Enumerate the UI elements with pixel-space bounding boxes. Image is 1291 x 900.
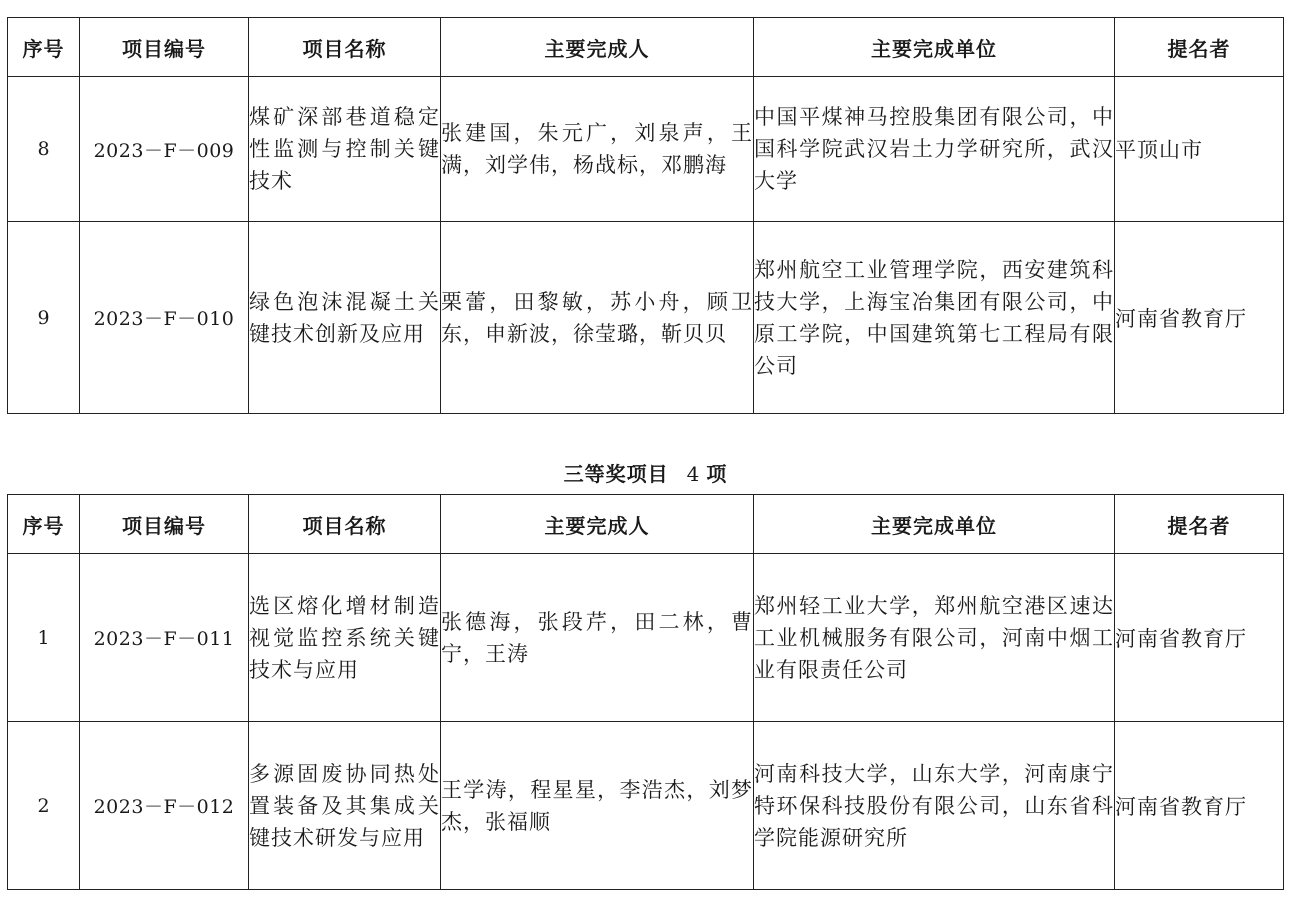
cell-main-contributors: 栗蕾，田黎敏，苏小舟，顾卫东，申新波，徐莹璐，靳贝贝: [441, 222, 754, 414]
award-table-second-prize-continued: [7, 17, 1284, 414]
column-header-project-code: 项目编号: [80, 18, 249, 77]
cell-nominator: 河南省教育厅: [1115, 222, 1284, 414]
column-header-main-units: 主要完成单位: [754, 18, 1115, 77]
cell-index: 2: [8, 722, 80, 890]
cell-main-contributors: 王学涛，程星星，李浩杰，刘梦杰，张福顺: [441, 722, 754, 890]
cell-index: 8: [8, 77, 80, 222]
section-heading-unit: 项: [706, 462, 728, 486]
table-row: [8, 77, 1284, 222]
cell-main-units: 河南科技大学，山东大学，河南康宁特环保科技股份有限公司，山东省科学院能源研究所: [754, 722, 1115, 890]
column-header-project-name: 项目名称: [249, 18, 441, 77]
cell-nominator: 河南省教育厅: [1115, 722, 1284, 890]
cell-main-units: 郑州航空工业管理学院，西安建筑科技大学，上海宝冶集团有限公司，中原工学院，中国建筑第七工程局有限公司: [754, 222, 1115, 414]
cell-main-contributors: 张建国，朱元广，刘泉声，王满，刘学伟，杨战标，邓鹏海: [441, 77, 754, 222]
cell-main-units: 中国平煤神马控股集团有限公司，中国科学院武汉岩土力学研究所，武汉大学: [754, 77, 1115, 222]
table-row: [8, 222, 1284, 414]
column-header-project-code: 项目编号: [80, 495, 249, 554]
column-header-index: 序号: [8, 495, 80, 554]
cell-project-code: 2023－F－011: [80, 554, 249, 722]
cell-project-name: 煤矿深部巷道稳定性监测与控制关键技术: [249, 77, 441, 222]
cell-nominator: 平顶山市: [1115, 77, 1284, 222]
column-header-nominator: 提名者: [1115, 495, 1284, 554]
column-header-main-units: 主要完成单位: [754, 495, 1115, 554]
cell-nominator: 河南省教育厅: [1115, 554, 1284, 722]
section-heading-third-prize: [0, 458, 1291, 487]
cell-project-name: 选区熔化增材制造视觉监控系统关键技术与应用: [249, 554, 441, 722]
table-header-row: [8, 18, 1284, 77]
section-heading-count: 4: [686, 462, 701, 486]
cell-project-code: 2023－F－012: [80, 722, 249, 890]
table-header-row: [8, 495, 1284, 554]
column-header-index: 序号: [8, 18, 80, 77]
section-heading-title: 三等奖项目: [563, 462, 669, 486]
cell-project-code: 2023－F－010: [80, 222, 249, 414]
cell-project-name: 多源固废协同热处置装备及其集成关键技术研发与应用: [249, 722, 441, 890]
cell-project-name: 绿色泡沫混凝土关键技术创新及应用: [249, 222, 441, 414]
cell-main-contributors: 张德海，张段芹，田二林，曹宁，王涛: [441, 554, 754, 722]
cell-project-code: 2023－F－009: [80, 77, 249, 222]
award-table-third-prize: [7, 494, 1284, 890]
cell-main-units: 郑州轻工业大学，郑州航空港区速达工业机械服务有限公司，河南中烟工业有限责任公司: [754, 554, 1115, 722]
table-row: [8, 554, 1284, 722]
cell-index: 1: [8, 554, 80, 722]
table-row: [8, 722, 1284, 890]
column-header-main-contributors: 主要完成人: [441, 18, 754, 77]
column-header-main-contributors: 主要完成人: [441, 495, 754, 554]
column-header-nominator: 提名者: [1115, 18, 1284, 77]
column-header-project-name: 项目名称: [249, 495, 441, 554]
cell-index: 9: [8, 222, 80, 414]
